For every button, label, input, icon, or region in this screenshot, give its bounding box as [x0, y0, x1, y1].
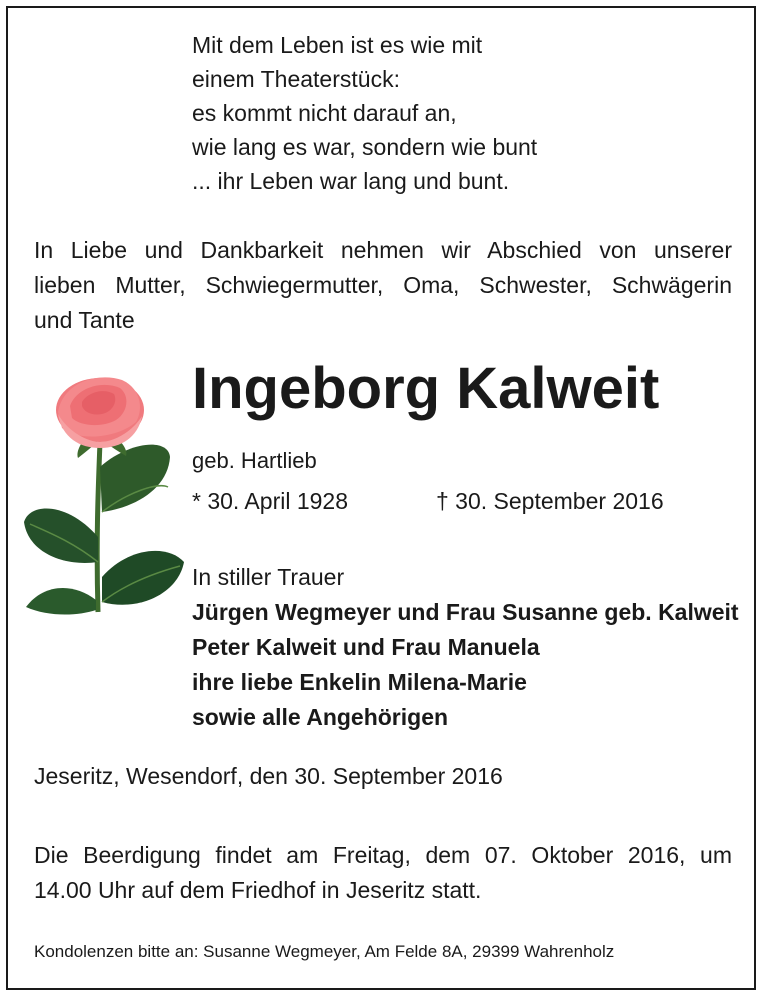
birth-date: * 30. April 1928 [192, 488, 349, 514]
poem-line: wie lang es war, sondern wie bunt [192, 134, 538, 160]
mourner-line: sowie alle Angehörigen [192, 704, 449, 730]
intro-line: lieben Mutter, Schwiegermutter, Oma, Schwester, Schwägerin [34, 272, 732, 298]
mourner-line: ihre liebe Enkelin Milena-Marie [192, 669, 527, 695]
death-date: † 30. September 2016 [436, 488, 664, 514]
intro-line: und Tante [34, 307, 135, 333]
mourners-heading: In stiller Trauer [192, 564, 345, 590]
funeral-notice [34, 838, 732, 908]
mourner-line: Jürgen Wegmeyer und Frau Susanne geb. Kalweit [192, 599, 739, 625]
life-dates [192, 488, 664, 515]
poem [192, 28, 537, 198]
funeral-line: 14.00 Uhr auf dem Friedhof in Jeseritz statt. [34, 877, 482, 903]
poem-line: ... ihr Leben war lang und bunt. [192, 168, 510, 194]
deceased-name: Ingeborg Kalweit [192, 356, 660, 421]
funeral-line: Die Beerdigung findet am Freitag, dem 07. Oktober 2016, um [34, 842, 732, 868]
condolences-address: Kondolenzen bitte an: Susanne Wegmeyer, Am Felde 8A, 29399 Wahrenholz [34, 942, 615, 961]
mourner-line: Peter Kalweit und Frau Manuela [192, 634, 540, 660]
intro-line: In Liebe und Dankbarkeit nehmen wir Abschied von unserer [34, 237, 732, 263]
intro-text [34, 233, 732, 338]
rose-image [18, 372, 188, 617]
mourners [192, 560, 739, 735]
poem-line: es kommt nicht darauf an, [192, 100, 457, 126]
birth-name: geb. Hartlieb [192, 448, 317, 473]
poem-line: einem Theaterstück: [192, 66, 400, 92]
poem-line: Mit dem Leben ist es wie mit [192, 32, 483, 58]
place-and-date: Jeseritz, Wesendorf, den 30. September 2016 [34, 763, 503, 789]
